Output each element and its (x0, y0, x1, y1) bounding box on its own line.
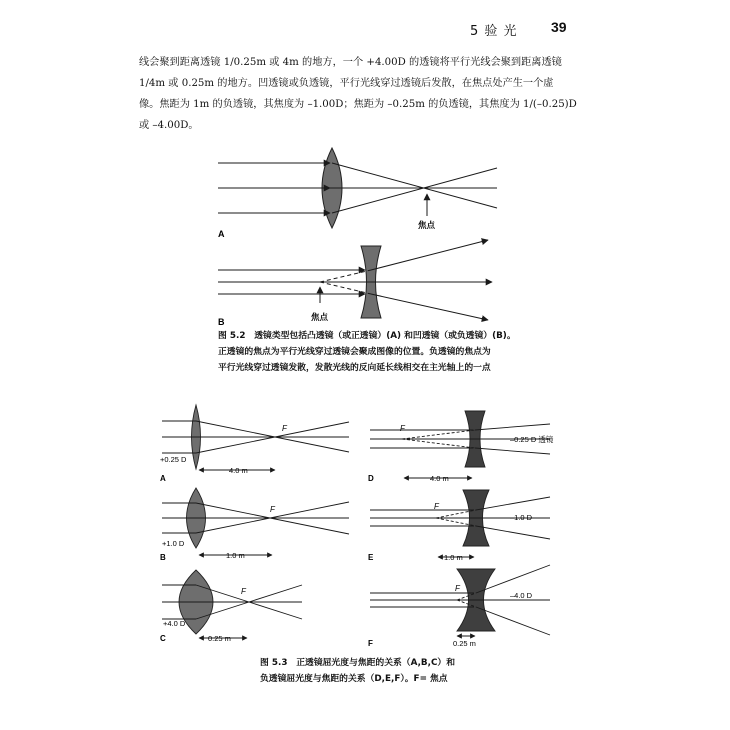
caption-line: 正透镜的焦点为平行光线穿过透镜会聚成图像的位置。负透镜的焦点为 (218, 347, 491, 357)
panel-letter-a: A (160, 474, 166, 483)
focus-label: F (270, 505, 275, 514)
fig53-panel-a (162, 405, 349, 470)
fig53-panel-d (370, 411, 550, 478)
body-line: 线会聚到距离透镜 1/0.25m 或 4m 的地方，一个 +4.00D 的透镜将平行光线会聚到距离透镜 (139, 57, 562, 68)
distance-label: 4.0 m (430, 474, 449, 483)
power-label: –4.0 D (510, 591, 533, 600)
distance-label: 4.0 m (229, 466, 248, 475)
distance-label: 0.25 m (208, 634, 231, 643)
power-label: +0.25 D (160, 455, 187, 464)
virtual-extension (402, 439, 475, 448)
panel-letter-b: B (160, 553, 166, 562)
refracted-ray (196, 422, 349, 453)
fig53-panel-b (162, 488, 349, 555)
fig53-panel-f (370, 565, 550, 636)
page-number: 39 (551, 19, 567, 35)
body-line: 像。焦距为 1m 的负透镜，其焦度为 –1.00D；焦距为 –0.25m 的负透镜，其焦度为 1/(–0.25)D (139, 99, 577, 110)
focus-label: F (282, 424, 287, 433)
chapter-title: 5 验 光 (470, 24, 518, 39)
power-label: –0.25 D 透镜 (510, 435, 554, 444)
fig53-panel-e (370, 490, 550, 557)
panel-letter-c: C (160, 634, 166, 643)
power-label: +1.0 D (162, 539, 185, 548)
body-line: 或 –4.00D。 (139, 120, 199, 131)
virtual-extension (402, 430, 475, 439)
diverging-ray (476, 526, 550, 539)
panel-letter-b: B (218, 317, 225, 327)
caption-line: 图 5.2 透镜类型包括凸透镜（或正透镜）(A) 和凹透镜（或负透镜）(B)。 (218, 331, 516, 341)
caption-line: 平行光线穿过透镜发散，发散光线的反向延长线相交在主光轴上的一点 (218, 363, 491, 373)
focus-label: F (400, 424, 405, 433)
focus-label: F (434, 502, 439, 511)
focus-label: F (241, 587, 246, 596)
diverging-ray (475, 424, 550, 430)
refracted-ray (196, 421, 349, 452)
figure-5-3-caption (260, 655, 455, 687)
panel-letter-d: D (368, 474, 374, 483)
diverging-ray (475, 448, 550, 454)
caption-line: 图 5.3 正透镜屈光度与焦距的关系（A,B,C）和 (260, 658, 456, 668)
diverging-ray (476, 497, 550, 510)
power-label: +4.0 D (163, 619, 186, 628)
panel-letter-a: A (218, 229, 225, 239)
power-label: –1.0 D (510, 513, 533, 522)
focus-label: 焦点 (418, 220, 436, 230)
focus-label: 焦点 (311, 312, 329, 322)
focus-label: F (455, 584, 460, 593)
caption-line: 负透镜屈光度与焦距的关系（D,E,F）。F= 焦点 (260, 674, 448, 684)
distance-label: 1.0 m (444, 553, 463, 562)
distance-label: 1.0 m (226, 551, 245, 560)
distance-label: 0.25 m (453, 639, 476, 648)
panel-letter-e: E (368, 553, 374, 562)
body-line: 1/4m 或 0.25m 的地方。凹透镜或负透镜，平行光线穿过透镜后发散，在焦点处产生一个虚 (139, 78, 554, 89)
panel-letter-f: F (368, 639, 373, 648)
